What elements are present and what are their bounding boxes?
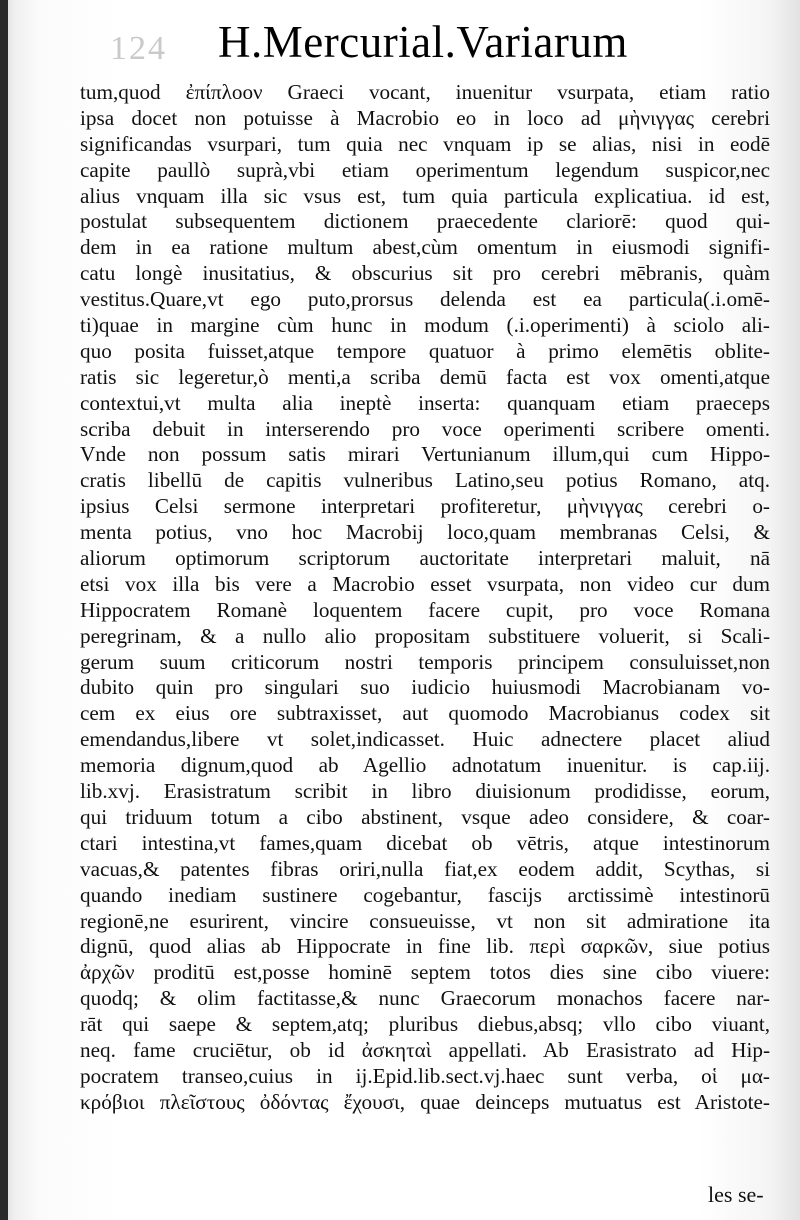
text-line: Vnde non possum satis mirari Vertunianum illum,qui cum Hippo- <box>80 442 770 467</box>
catchword: les se- <box>708 1182 764 1207</box>
text-line: ipsius Celsi sermone interpretari profiteretur, μὴνιγγας cerebri o- <box>80 494 770 519</box>
text-line: ἀρχῶν proditū est,posse hominē septem totos dies sine cibo viuere: <box>80 960 770 985</box>
text-line: emendandus,libere vt solet,indicasset. Huic adnectere placet aliud <box>80 727 770 752</box>
text-line: κρόβιοι πλεῖστους ὀδόντας ἔχουσι, quae deinceps mutuatus est Aristote- <box>80 1089 770 1114</box>
text-line: lib.xvj. Erasistratum scribit in libro diuisionum prodidisse, eorum, <box>80 779 770 804</box>
text-line: pocratem transeo,cuius in ij.Epid.lib.sect.vj.haec sunt verba, οἱ μα- <box>80 1063 770 1088</box>
text-line: contextui,vt multa alia ineptè inserta: quanquam etiam praeceps <box>80 390 770 415</box>
text-line: ipsa docet non potuisse à Macrobio eo in loco ad μὴνιγγας cerebri <box>80 105 770 130</box>
text-line: ctari intestina,vt fames,quam dicebat ob vētris, atque intestinorum <box>80 830 770 855</box>
page-number: 124 <box>110 30 167 67</box>
text-line: rāt qui saepe & septem,atq; pluribus diebus,absq; vllo cibo viuant, <box>80 1012 770 1037</box>
text-line: aliorum optimorum scriptorum auctoritate interpretari maluit, nā <box>80 546 770 571</box>
text-line: memoria dignum,quod ab Agellio adnotatum inuenitur. is cap.iij. <box>80 753 770 778</box>
text-line: quo posita fuisset,atque tempore quatuor à primo elemētis oblite- <box>80 338 770 363</box>
text-line: qui triduum totum a cibo abstinent, vsque adeo considere, & coar- <box>80 804 770 829</box>
text-line: gerum suum criticorum nostri temporis principem consuluisset,non <box>80 649 770 674</box>
text-line: scriba debuit in interserendo pro voce operimenti scribere omenti. <box>80 416 770 441</box>
text-line: capite paullò suprà,vbi etiam operimentum legendum suspicor,nec <box>80 157 770 182</box>
text-line: cem ex eius ore subtraxisset, aut quomodo Macrobianus codex sit <box>80 701 770 726</box>
text-line: etsi vox illa bis vere a Macrobio esset vsurpata, non video cur dum <box>80 571 770 596</box>
text-line: ti)quae in margine cùm hunc in modum (.i.operimenti) à sciolo ali- <box>80 313 770 338</box>
text-line: significandas vsurpari, tum quia nec vnquam ip se alias, nisi in eodē <box>80 131 770 156</box>
text-line: neq. fame cruciētur, ob id ἀσκηταὶ appellati. Ab Erasistrato ad Hip- <box>80 1037 770 1062</box>
text-line: quando inediam sustinere cogebantur, fascijs arctissimè intestinorū <box>80 882 770 907</box>
binding-shadow <box>0 0 8 1220</box>
text-line: catu longè inusitatius, & obscurius sit pro cerebri mēbranis, quàm <box>80 261 770 286</box>
text-line: vacuas,& patentes fibras oriri,nulla fiat,ex eodem addit, Scythas, si <box>80 856 770 881</box>
text-line: dignū, quod alias ab Hippocrate in fine lib. περὶ σαρκῶν, siue potius <box>80 934 770 959</box>
text-line: tum,quod ἐπίπλοον Graeci vocant, inuenitur vsurpata, etiam ratio <box>80 80 770 104</box>
body-text <box>80 80 770 1116</box>
text-line: vestitus.Quare,vt ego puto,prorsus delenda est ea particula(.i.omē- <box>80 287 770 312</box>
text-line: ratis sic legeretur,ò menti,a scriba demū facta est vox omenti,atque <box>80 364 770 389</box>
text-line: cratis libellū de capitis vulneribus Latino,seu potius Romano, atq. <box>80 468 770 493</box>
text-line: dem in ea ratione multum abest,cùm omentum in eiusmodi signifi- <box>80 235 770 260</box>
text-line: postulat subsequentem dictionem praecedente clariorē: quod qui- <box>80 209 770 234</box>
text-line: Hippocratem Romanè loquentem facere cupit, pro voce Romana <box>80 597 770 622</box>
text-line: alius vnquam illa sic vsus est, tum quia particula explicatiua. id est, <box>80 183 770 208</box>
text-line: quodq; & olim factitasse,& nunc Graecorum monachos facere nar- <box>80 986 770 1011</box>
running-head: H.Mercurial.Variarum <box>218 17 628 67</box>
text-line: regionē,ne esurirent, vincire consueuisse, vt non sit admiratione ita <box>80 908 770 933</box>
text-line: menta potius, vno hoc Macrobij loco,quam membranas Celsi, & <box>80 520 770 545</box>
text-line: dubito quin pro singulari suo iudicio huiusmodi Macrobianam vo- <box>80 675 770 700</box>
text-line: peregrinam, & a nullo alio propositam substituere voluerit, si Scali- <box>80 623 770 648</box>
